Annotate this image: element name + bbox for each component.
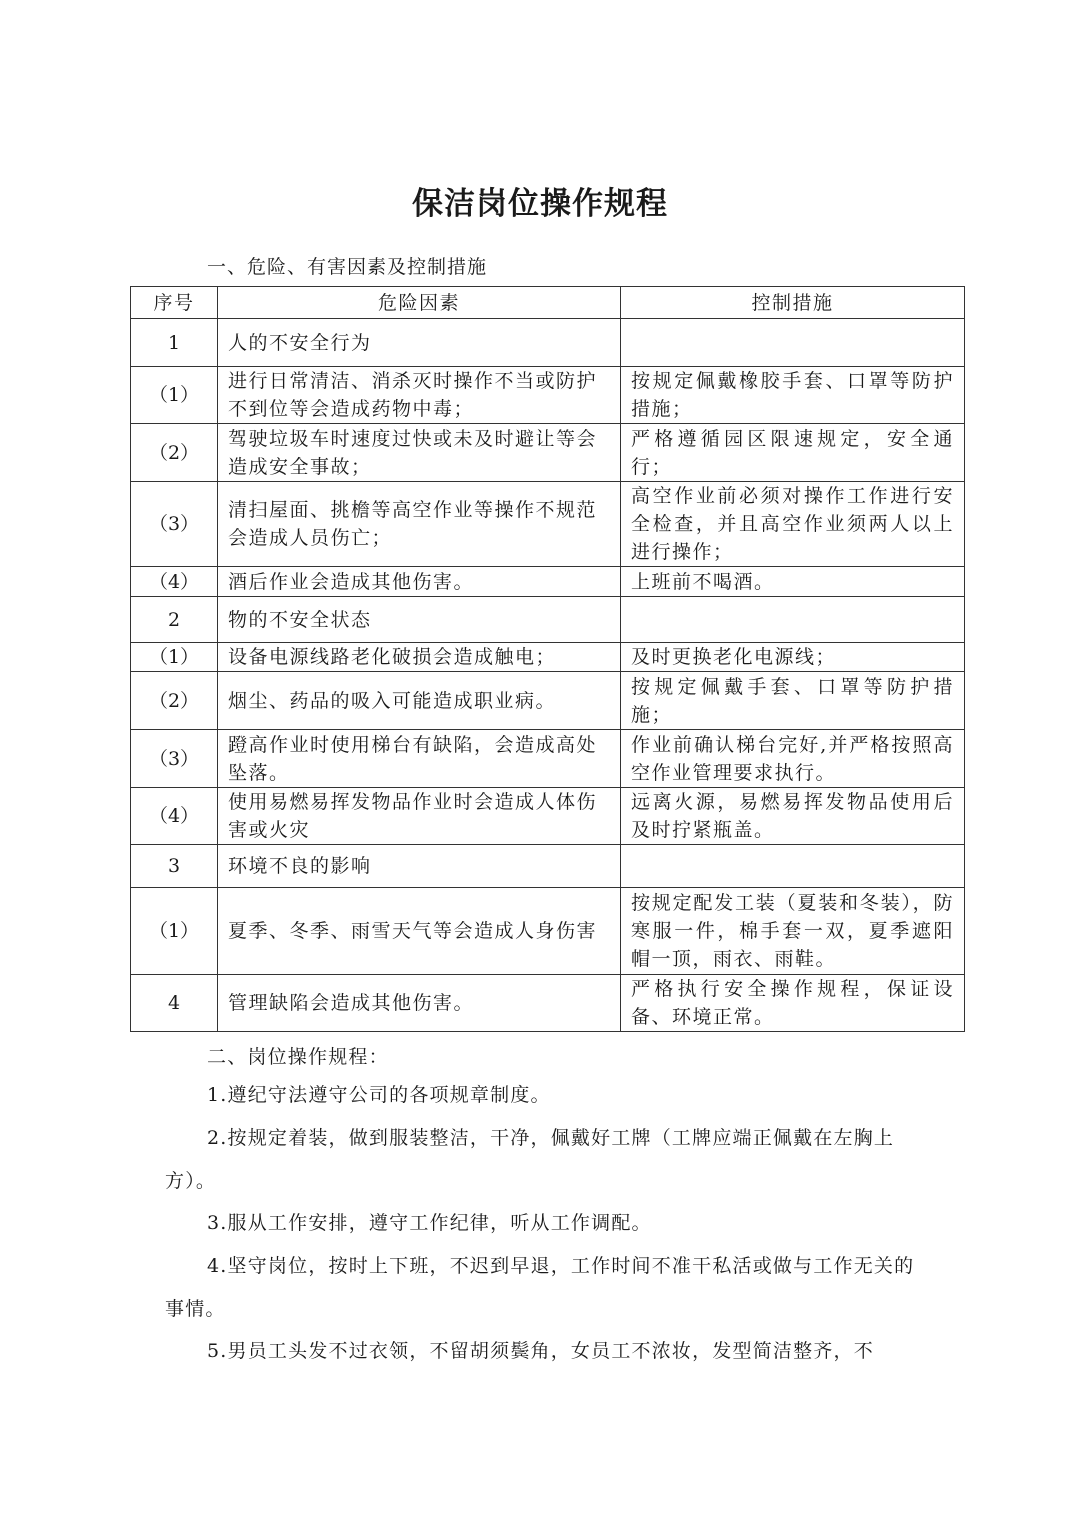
rule-item-1: 1.遵纪守法遵守公司的各项规章制度。 (207, 1084, 551, 1106)
table-row (131, 567, 965, 597)
column-header-measure: 控制措施 (621, 287, 965, 319)
table-row (131, 597, 965, 643)
row-measure: 上班前不喝酒。 (621, 567, 965, 597)
row-number: （4） (131, 567, 218, 597)
row-measure (621, 319, 965, 367)
row-number: （3） (131, 730, 218, 788)
row-number: 2 (131, 597, 218, 643)
row-measure: 按规定佩戴橡胶手套、口罩等防护措施； (621, 367, 965, 424)
row-hazard: 管理缺陷会造成其他伤害。 (218, 975, 621, 1032)
section-1-heading: 一、危险、有害因素及控制措施 (207, 256, 488, 278)
row-hazard: 烟尘、药品的吸入可能造成职业病。 (218, 672, 621, 730)
table-row (131, 730, 965, 788)
table-row (131, 888, 965, 975)
row-number: （1） (131, 643, 218, 672)
row-number: 1 (131, 319, 218, 367)
hazard-table (130, 286, 965, 1032)
row-measure: 按规定佩戴手套、口罩等防护措施； (621, 672, 965, 730)
row-number: （2） (131, 672, 218, 730)
row-measure: 严格执行安全操作规程，保证设备、环境正常。 (621, 975, 965, 1032)
rule-item-3: 3.服从工作安排，遵守工作纪律，听从工作调配。 (207, 1212, 652, 1234)
document-title: 保洁岗位操作规程 (412, 186, 668, 222)
table-row (131, 319, 965, 367)
row-measure (621, 597, 965, 643)
row-hazard: 进行日常清洁、消杀灭时操作不当或防护不到位等会造成药物中毒； (218, 367, 621, 424)
row-number: 3 (131, 845, 218, 888)
row-number: 4 (131, 975, 218, 1032)
table-row (131, 643, 965, 672)
table-row (131, 845, 965, 888)
column-header-hazard: 危险因素 (218, 287, 621, 319)
row-measure: 按规定配发工装（夏装和冬装），防寒服一件，棉手套一双，夏季遮阳帽一顶，雨衣、雨鞋。 (621, 888, 965, 975)
row-measure: 严格遵循园区限速规定，安全通行； (621, 424, 965, 482)
table-row (131, 672, 965, 730)
row-hazard: 人的不安全行为 (218, 319, 621, 367)
row-hazard: 设备电源线路老化破损会造成触电； (218, 643, 621, 672)
row-number: （4） (131, 788, 218, 845)
row-measure (621, 845, 965, 888)
row-measure: 作业前确认梯台完好,并严格按照高空作业管理要求执行。 (621, 730, 965, 788)
rule-item-5: 5.男员工头发不过衣领，不留胡须鬓角，女员工不浓妆，发型简洁整齐，不 (207, 1340, 874, 1362)
row-measure: 远离火源，易燃易挥发物品使用后及时拧紧瓶盖。 (621, 788, 965, 845)
table-row (131, 482, 965, 567)
row-number: （2） (131, 424, 218, 482)
section-2-heading: 二、岗位操作规程： (207, 1046, 389, 1068)
rule-item-4: 4.坚守岗位，按时上下班，不迟到早退，工作时间不准干私活或做与工作无关的事情。 (165, 1255, 915, 1320)
row-number: （1） (131, 367, 218, 424)
row-number: （1） (131, 888, 218, 975)
row-hazard: 夏季、冬季、雨雪天气等会造成人身伤害 (218, 888, 621, 975)
row-number: （3） (131, 482, 218, 567)
column-header-number: 序号 (131, 287, 218, 319)
table-row (131, 424, 965, 482)
row-hazard: 环境不良的影响 (218, 845, 621, 888)
row-hazard: 酒后作业会造成其他伤害。 (218, 567, 621, 597)
row-hazard: 清扫屋面、挑檐等高空作业等操作不规范会造成人员伤亡； (218, 482, 621, 567)
row-hazard: 物的不安全状态 (218, 597, 621, 643)
table-row (131, 975, 965, 1032)
row-hazard: 蹬高作业时使用梯台有缺陷，会造成高处坠落。 (218, 730, 621, 788)
table-header-row (131, 287, 965, 319)
table-row (131, 367, 965, 424)
row-measure: 高空作业前必须对操作工作进行安全检查，并且高空作业须两人以上进行操作； (621, 482, 965, 567)
row-hazard: 驾驶垃圾车时速度过快或未及时避让等会造成安全事故； (218, 424, 621, 482)
row-measure: 及时更换老化电源线； (621, 643, 965, 672)
table-row (131, 788, 965, 845)
row-hazard: 使用易燃易挥发物品作业时会造成人体伤害或火灾 (218, 788, 621, 845)
rule-item-2: 2.按规定着装，做到服装整洁，干净，佩戴好工牌（工牌应端正佩戴在左胸上方）。 (165, 1127, 895, 1192)
